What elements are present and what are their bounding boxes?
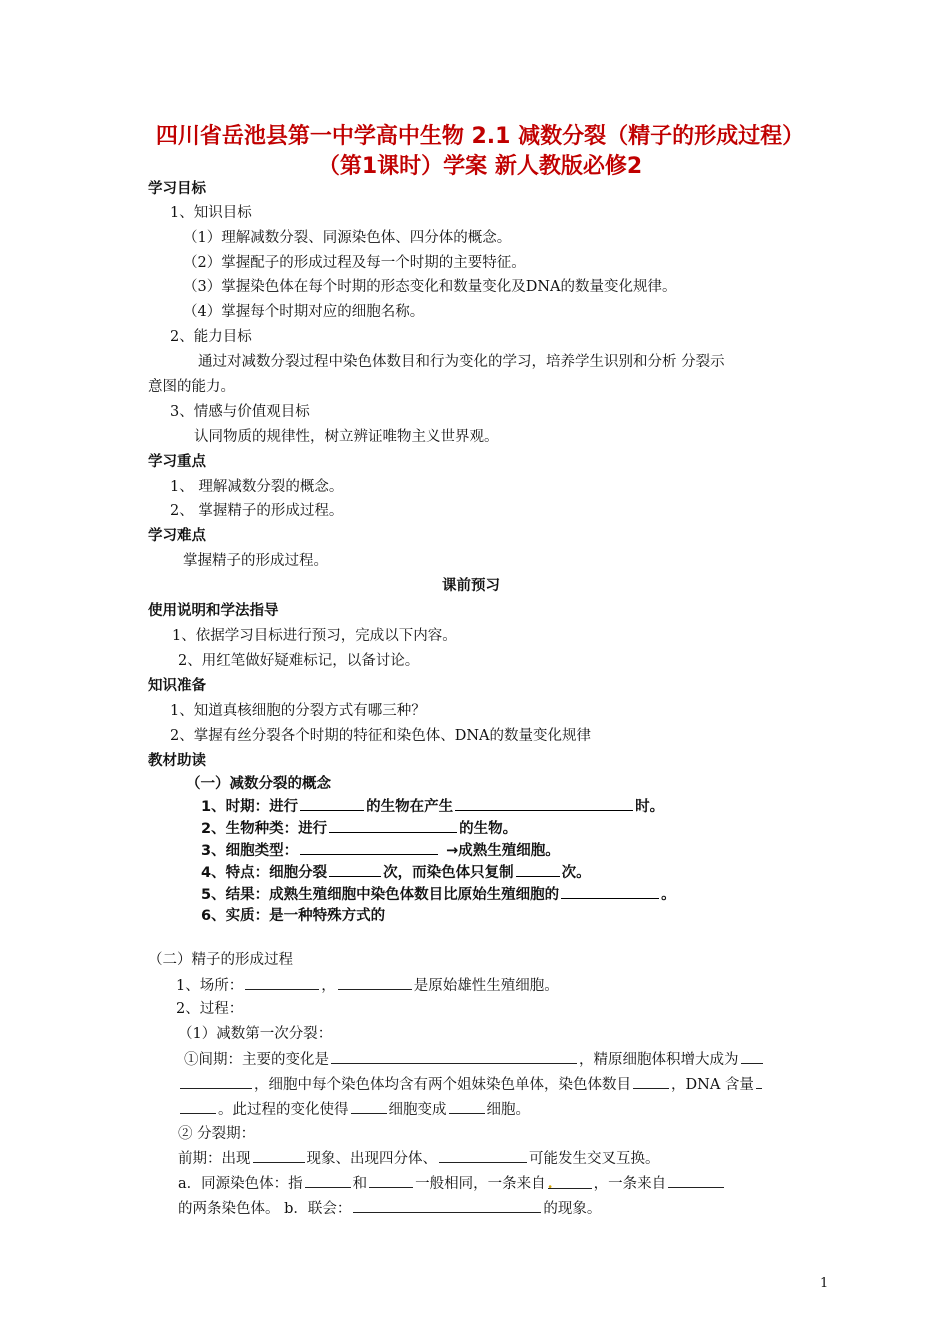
- difficulty-heading: 学习难点: [148, 528, 206, 544]
- blank-field[interactable]: [305, 1173, 351, 1188]
- preview-heading: 课前预习: [442, 578, 500, 594]
- blank-field[interactable]: [455, 796, 633, 811]
- blank-field[interactable]: [331, 1049, 577, 1064]
- blank-field[interactable]: [300, 840, 438, 855]
- reading-heading: 教材助读: [148, 753, 206, 769]
- sperm-line-10: 的两条染色体。 b．联会： 的现象。: [178, 1198, 601, 1219]
- knowledge-heading: 1、知识目标: [170, 205, 252, 221]
- sperm-line-7: ② 分裂期：: [178, 1126, 256, 1142]
- blank-field[interactable]: [516, 862, 560, 877]
- ability-text-1: 通过对减数分裂过程中染色体数目和行为变化的学习，培养学生识别和分析 分裂示: [198, 354, 725, 370]
- reading-section1-title: （一）减数分裂的概念: [186, 776, 331, 792]
- blank-field[interactable]: [245, 975, 319, 990]
- sperm-line-9: a．同源染色体：指 和 一般相同，一条来自 . ，一条来自: [178, 1173, 726, 1194]
- prep-question-1: 1、知道真核细胞的分裂方式有哪三种？: [170, 703, 426, 719]
- reading-row-4: 4、特点：细胞分裂 次，而染色体只复制 次。: [201, 862, 591, 883]
- reading-row-2: 2、生物种类：进行 的生物。: [201, 818, 517, 839]
- blank-field[interactable]: [253, 1148, 305, 1163]
- guide-item-1: 1、依据学习目标进行预习，完成以下内容。: [172, 628, 457, 644]
- blank-field[interactable]: [180, 1074, 252, 1089]
- sperm-line-8: 前期：出现 现象、出现四分体、 可能发生交叉互换。: [178, 1148, 660, 1169]
- knowledge-item-1: （1）理解减数分裂、同源染色体、四分体的概念。: [183, 230, 512, 246]
- objectives-heading: 学习目标: [148, 181, 206, 197]
- blank-field[interactable]: [439, 1148, 527, 1163]
- document-title-line1: 四川省岳池县第一中学高中生物 2.1 减数分裂（精子的形成过程）: [155, 124, 805, 149]
- reading-row-5: 5、结果：成熟生殖细胞中染色体数目比原始生殖细胞的 。: [201, 884, 676, 905]
- sperm-line-1: 1、场所： ， 是原始雄性生殖细胞。: [176, 975, 559, 996]
- key-point-2: 2、 掌握精子的形成过程。: [170, 503, 344, 519]
- reading-row-3: 3、细胞类型： →成熟生殖细胞。: [201, 840, 560, 861]
- key-points-heading: 学习重点: [148, 454, 206, 470]
- emotion-text: 认同物质的规律性，树立辨证唯物主义世界观。: [194, 429, 499, 445]
- blank-field[interactable]: [329, 818, 457, 833]
- document-title-line2: （第1课时）学案 新人教版必修2: [317, 154, 643, 179]
- blank-field[interactable]: [369, 1173, 413, 1188]
- ability-text-2: 意图的能力。: [148, 379, 235, 395]
- blank-field[interactable]: [329, 862, 381, 877]
- blank-field[interactable]: [547, 1174, 592, 1192]
- blank-field[interactable]: [561, 884, 659, 899]
- blank-field[interactable]: [180, 1099, 216, 1114]
- sperm-line-5: ，细胞中每个染色体均含有两个姐妹染色单体，染色体数目 ，DNA 含量: [178, 1074, 764, 1095]
- knowledge-item-3: （3）掌握染色体在每个时期的形态变化和数量变化及DNA的数量变化规律。: [183, 279, 677, 295]
- ability-heading: 2、能力目标: [170, 329, 252, 345]
- blank-field[interactable]: [351, 1099, 387, 1114]
- sperm-line-4: ①间期：主要的变化是 ，精原细胞体积增大成为: [184, 1049, 765, 1070]
- sperm-section-title: （二）精子的形成过程: [148, 952, 293, 968]
- prep-heading: 知识准备: [148, 678, 206, 694]
- prep-question-2: 2、掌握有丝分裂各个时期的特征和染色体、DNA的数量变化规律: [170, 728, 592, 744]
- sperm-line-3: （1）减数第一次分裂：: [178, 1026, 333, 1042]
- blank-field[interactable]: [756, 1074, 762, 1089]
- knowledge-item-4: （4）掌握每个时期对应的细胞名称。: [183, 304, 425, 320]
- knowledge-item-2: （2）掌握配子的形成过程及每一个时期的主要特征。: [183, 255, 526, 271]
- difficulty-text: 掌握精子的形成过程。: [183, 553, 328, 569]
- blank-field[interactable]: [668, 1173, 724, 1188]
- sperm-line-6: 。此过程的变化使得 细胞变成 细胞。: [178, 1099, 530, 1120]
- blank-field[interactable]: [633, 1074, 669, 1089]
- guide-heading: 使用说明和学法指导: [148, 603, 279, 619]
- blank-field[interactable]: [741, 1049, 763, 1064]
- sperm-line-2: 2、过程：: [176, 1001, 244, 1017]
- blank-field[interactable]: [300, 796, 364, 811]
- key-point-1: 1、 理解减数分裂的概念。: [170, 479, 344, 495]
- emotion-heading: 3、情感与价值观目标: [170, 404, 310, 420]
- reading-row-6: 6、实质：是一种特殊方式的: [201, 908, 386, 924]
- highlight-dot-icon: .: [547, 1175, 553, 1192]
- blank-field[interactable]: [449, 1099, 485, 1114]
- blank-field[interactable]: [353, 1198, 541, 1213]
- blank-field[interactable]: [338, 975, 412, 990]
- guide-item-2: 2、用红笔做好疑难标记，以备讨论。: [178, 653, 420, 669]
- page-number: 1: [820, 1276, 829, 1291]
- reading-row-1: 1、时期：进行 的生物在产生 时。: [201, 796, 664, 817]
